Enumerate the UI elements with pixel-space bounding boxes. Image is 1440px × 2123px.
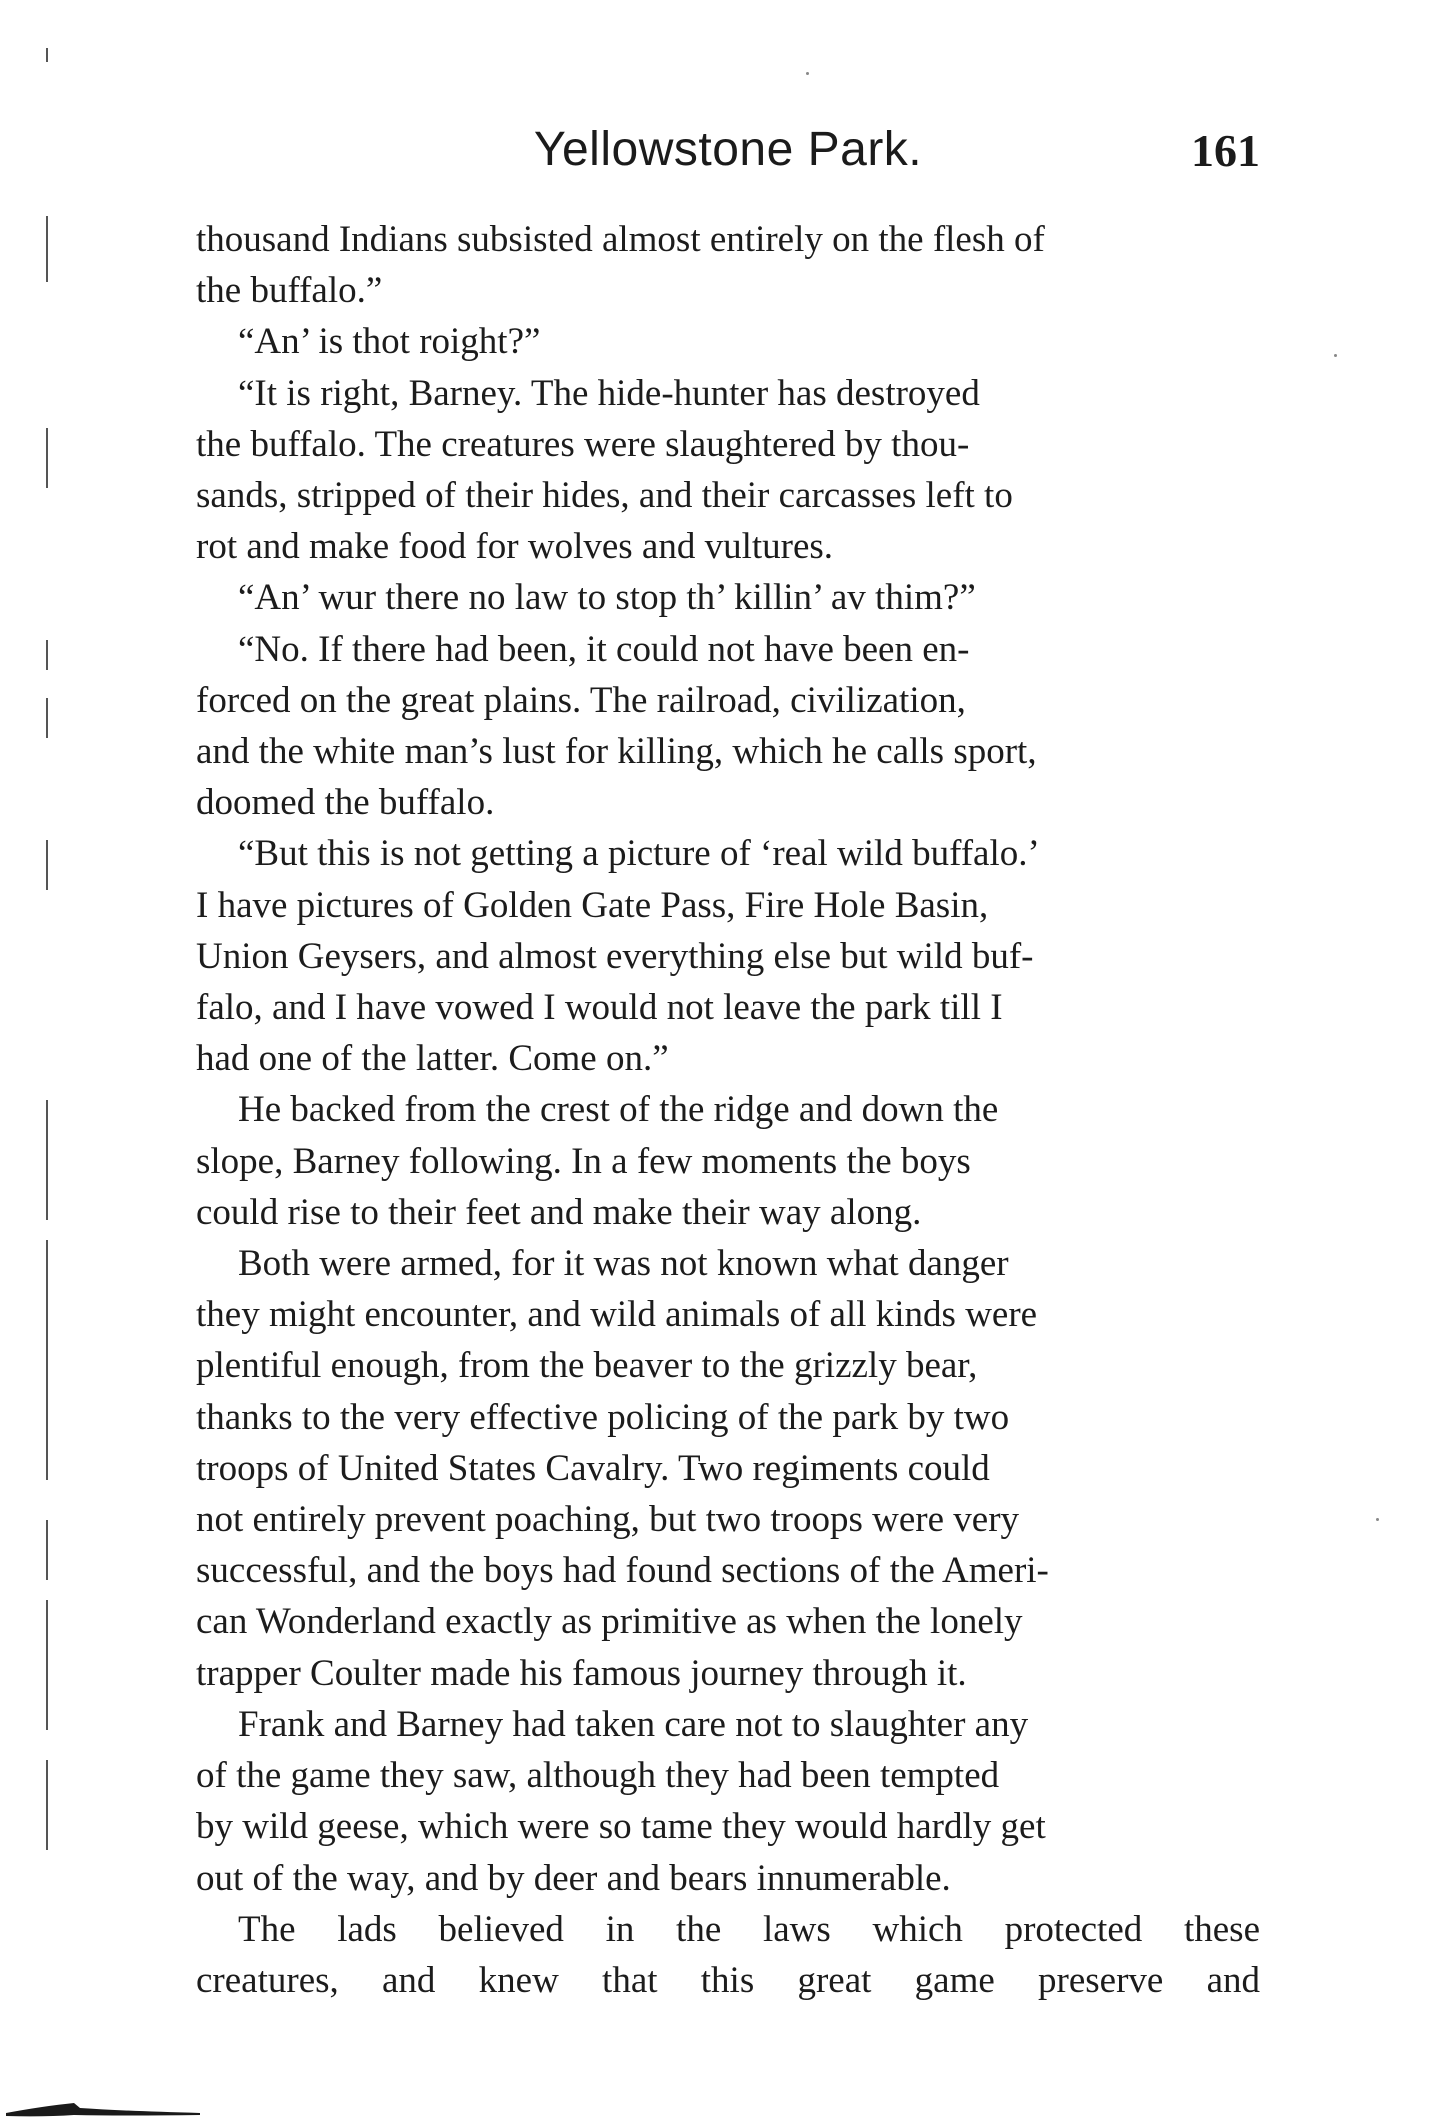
paragraph: [196, 214, 1260, 316]
text-line: not entirely prevent poaching, but two troops were very: [196, 1499, 1020, 1541]
binding-mark: [46, 640, 48, 670]
text-line: “But this is not getting a picture of ‘real wild buffalo.’: [238, 833, 1040, 875]
paragraph: [196, 1238, 1260, 1699]
text-line: creatures, and knew that this great game preserve and: [196, 1959, 1260, 2001]
text-line: and the white man’s lust for killing, which he calls sport,: [196, 731, 1037, 773]
paragraph: [196, 624, 1260, 829]
page-number: 161: [1191, 125, 1260, 176]
paragraph: [196, 368, 1260, 573]
text-line: thanks to the very effective policing of the park by two: [196, 1396, 1010, 1438]
text-line: “An’ is thot roight?”: [238, 321, 541, 363]
paragraph: [196, 1904, 1260, 2006]
binding-mark: [46, 1520, 48, 1580]
paragraph: [196, 572, 1260, 623]
paragraph: [196, 316, 1260, 367]
binding-mark: [46, 1240, 48, 1480]
text-line: out of the way, and by deer and bears innumerable.: [196, 1857, 951, 1899]
binding-mark: [46, 1600, 48, 1730]
text-line: He backed from the crest of the ridge and down the: [238, 1089, 999, 1131]
text-line: forced on the great plains. The railroad, civilization,: [196, 679, 966, 721]
text-line: plentiful enough, from the beaver to the grizzly bear,: [196, 1345, 978, 1387]
text-line: slope, Barney following. In a few moments the boys: [196, 1140, 971, 1182]
text-line: could rise to their feet and make their way along.: [196, 1191, 922, 1233]
binding-mark: [46, 1100, 48, 1220]
binding-mark: [46, 1760, 48, 1850]
running-title: Yellowstone Park.: [533, 123, 923, 176]
text-line: trapper Coulter made his famous journey through it.: [196, 1652, 967, 1694]
text-line: Union Geysers, and almost everything else but wild buf-: [196, 935, 1034, 977]
binding-mark: [46, 48, 48, 62]
text-line: “An’ wur there no law to stop th’ killin’ av thim?”: [238, 577, 976, 619]
binding-mark: [46, 698, 48, 738]
text-line: the buffalo. The creatures were slaughtered by thou-: [196, 423, 970, 465]
text-line: doomed the buffalo.: [196, 782, 495, 824]
paragraph: [196, 1084, 1260, 1238]
binding-mark: [46, 216, 48, 282]
text-line: successful, and the boys had found sections of the Ameri-: [196, 1550, 1049, 1592]
body-text: [196, 214, 1260, 2006]
text-line: troops of United States Cavalry. Two regiments could: [196, 1447, 990, 1489]
text-line: thousand Indians subsisted almost entirely on the flesh of: [196, 219, 1045, 260]
speck: [1334, 354, 1337, 357]
binding-mark: [46, 840, 48, 890]
text-line: falo, and I have vowed I would not leave the park till I: [196, 987, 1003, 1029]
text-line: Frank and Barney had taken care not to slaughter any: [238, 1703, 1029, 1745]
speck: [1376, 1518, 1379, 1521]
text-line: the buffalo.”: [196, 270, 383, 312]
text-line: “It is right, Barney. The hide-hunter has destroyed: [238, 372, 980, 414]
text-line: “No. If there had been, it could not have been en-: [238, 628, 970, 670]
text-line: sands, stripped of their hides, and their carcasses left to: [196, 475, 1013, 517]
text-line: of the game they saw, although they had been tempted: [196, 1755, 1000, 1797]
text-line: rot and make food for wolves and vultures.: [196, 526, 834, 568]
text-line: they might encounter, and wild animals of all kinds were: [196, 1294, 1038, 1336]
text-line: by wild geese, which were so tame they would hardly get: [196, 1806, 1046, 1848]
paragraph: [196, 1699, 1260, 1904]
paragraph: [196, 828, 1260, 1084]
text-line: The lads believed in the laws which protected these: [238, 1908, 1260, 1950]
text-line: I have pictures of Golden Gate Pass, Fire Hole Basin,: [196, 884, 989, 926]
binding-mark: [46, 428, 48, 488]
text-line: can Wonderland exactly as primitive as when the lonely: [196, 1601, 1023, 1643]
speck: [806, 72, 809, 75]
text-line: had one of the latter. Come on.”: [196, 1038, 669, 1080]
running-head: [196, 122, 1260, 192]
text-line: Both were armed, for it was not known what danger: [238, 1243, 1009, 1285]
ornament-mark: [4, 2100, 204, 2120]
